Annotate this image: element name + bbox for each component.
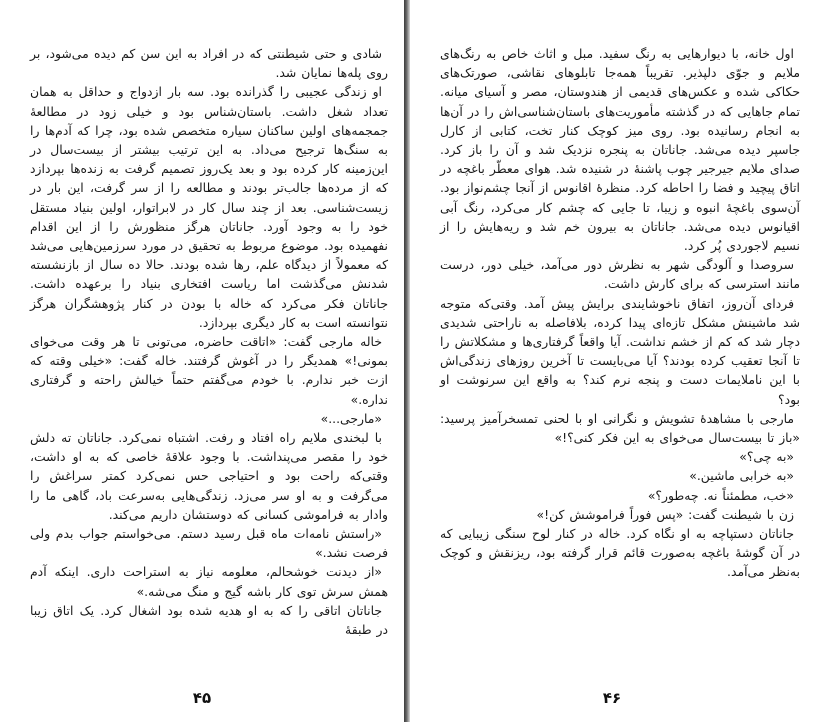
paragraph: جاناتان دستپاچه به او نگاه کرد. خاله در کنار لوح سنگی زیبایی که در آن گوشهٔ باغچه به‌صورت قائم قرار گرفته بود، ریزنقش و کوچک به‌نظر می‌آمد. [440, 526, 800, 580]
paragraph: خاله مارجی گفت: «اتاقت حاضره، می‌تونی تا هر وقت می‌خوای بمونی!» همدیگر را در آغوش گرفتند. خاله گفت: «خیلی وقته که ازت خبر ندارم. با خودم می‌گفتم حتماً خیالش راحته و گرفتاری نداره.» [30, 334, 388, 407]
paragraph: زن با شیطنت گفت: «پس فوراً فراموشش کن!» [536, 506, 794, 522]
paragraph: فردای آن‌روز، اتفاق ناخوشایندی برایش پیش آمد. وقتی‌که متوجه شد ماشینش مشکل تازه‌ای پیدا کرده، بلافاصله به ناراحتی شدیدی دچار شد که کم از خشم نداشت. آیا واقعاً گرفتاری‌ها و مشکلاتش را تا آنجا تعقیب کرده بودند؟ آیا می‌بایست تا آخرین روزهای زندگی‌اش با این ناملایمات دست و پنجه نرم کند؟ به واقع این سرنوشت او بود؟ [440, 295, 800, 407]
page-number: ۴۶ [602, 689, 622, 707]
right-page-text [440, 44, 800, 582]
paragraph: با لبخندی ملایم راه افتاد و رفت. اشتباه نمی‌کرد. جاناتان ته دلش خود را مقصر می‌پنداشت. با وجود علاقهٔ خاصی که به او داشت، وقتی‌که راحت بود و احتیاجی حس نمی‌کرد کمتر سراغش را می‌گرفت و به او سر می‌زد. زندگی‌هایی به‌سرعت باد، گاهی ما را وادار به فراموشی کسانی که دوستشان داریم می‌کند. [30, 430, 388, 522]
paragraph: شادی و حتی شیطنتی که در افراد به این سن کم دیده می‌شود، بر روی پله‌ها نمایان شد. [30, 46, 388, 81]
paragraph: «خب، مطمئناً نه. چه‌طور؟» [647, 487, 794, 503]
paragraph: مارجی با مشاهدهٔ تشویش و نگرانی او با لحنی تمسخرآمیز پرسید: «باز تا بیست‌سال می‌خوای به این فکر کنی؟!» [440, 410, 800, 446]
left-page [0, 0, 404, 722]
right-page [410, 0, 814, 722]
paragraph: «از دیدنت خوشحالم، معلومه نیاز به استراحت داری. اینکه آدم همش سرش توی کار باشه گیج و منگ می‌شه.» [30, 564, 388, 599]
paragraph: جاناتان اتاقی را که به او هدیه شده بود اشغال کرد. یک اتاق زیبا در طبقهٔ [30, 602, 388, 638]
paragraph: «مارجی...» [320, 410, 382, 426]
paragraph: اول خانه، با دیوارهایی به رنگ سفید. مبل و اثاث خاص به رنگ‌های ملایم و جوّی دلپذیر. تقریباً همه‌جا تابلوهای نقاشی، صورتک‌های حکاکی شده و عکس‌های قدیمی از هندوستان، مصر و آسیای میانه. تمام جاهایی که در گذشته مأموریت‌های باستان‌شناسی‌اش را در آن‌ها به انجام رسانیده بود. روی میز کوچک کنار تخت، کتابی از کارل جاسپر دیده می‌شد. جاناتان به پنجره نزدیک شد و آن را باز کرد. صدای ملایم جیرجیر چوب پاشنهٔ در شنیده شد. هوای معطّر باغچه در اتاق پیچید و فضا را احاطه کرد. منظرهٔ اقانوس از آنجا چشم‌نواز بود. آن‌سوی باغچهٔ انبوه و زیبا، تا جایی که چشم کار می‌کرد، رنگ آبی اقیانوس دیده می‌شد. جاناتان به بیرون خم شد و ریه‌هایش را از نسیم لاجوردی پُر کرد. [439, 46, 800, 254]
paragraph: او زندگی عجیبی را گذرانده بود. سه بار ازدواج و حداقل به همان تعداد شغل داشت. باستان‌شناس بود و خیلی زود در مطالعهٔ جمجمه‌های اولین ساکنان سیاره متخصص شده بود، چرا که آدم‌ها را به سنگ‌ها ترجیح می‌داد. به این ترتیب بیشتر از بیست‌سال در این‌زمینه کار کرده بود و بعد یک‌روز تصمیم گرفت به زنده‌ها بپردازد که از مرده‌ها جالب‌تر بودند و مطالعه را از سر گرفت، این بار در زیست‌شناسی. بعد از چند سال کار در لابراتوار، اولین بنیاد مستقل خود را به وجود آورد. جاناتان هرگز منظورش را از این اقدام نفهمیده بود. موضوع مربوط به تحقیق در مورد سرزمین‌هایی می‌شد که معمولاً از دیدگاه علم، رها شده بودند. حالا ده سال از بازنشسته شدنش می‌گذشت اما ریاست افتخاری بنیاد را برعهده داشت. جاناتان فکر می‌کرد که خاله با بودن در کنار پژوهشگران هرگز نتوانسته است به کار دیگری بپردازد. [30, 84, 388, 330]
paragraph: سروصدا و آلودگی شهر به نظرش دور می‌آمد، خیلی دور، درست مانند استرسی که برای کارش داشت. [440, 257, 800, 292]
page-number: ۴۵ [192, 689, 212, 707]
paragraph: «به چی؟» [739, 449, 794, 465]
paragraph: «به خرابی ماشین.» [689, 468, 794, 484]
paragraph: «راستش نامه‌ات ماه قبل رسید دستم. می‌خواستم جواب بدم ولی فرصت نشد.» [30, 526, 388, 561]
left-page-text [30, 44, 388, 639]
